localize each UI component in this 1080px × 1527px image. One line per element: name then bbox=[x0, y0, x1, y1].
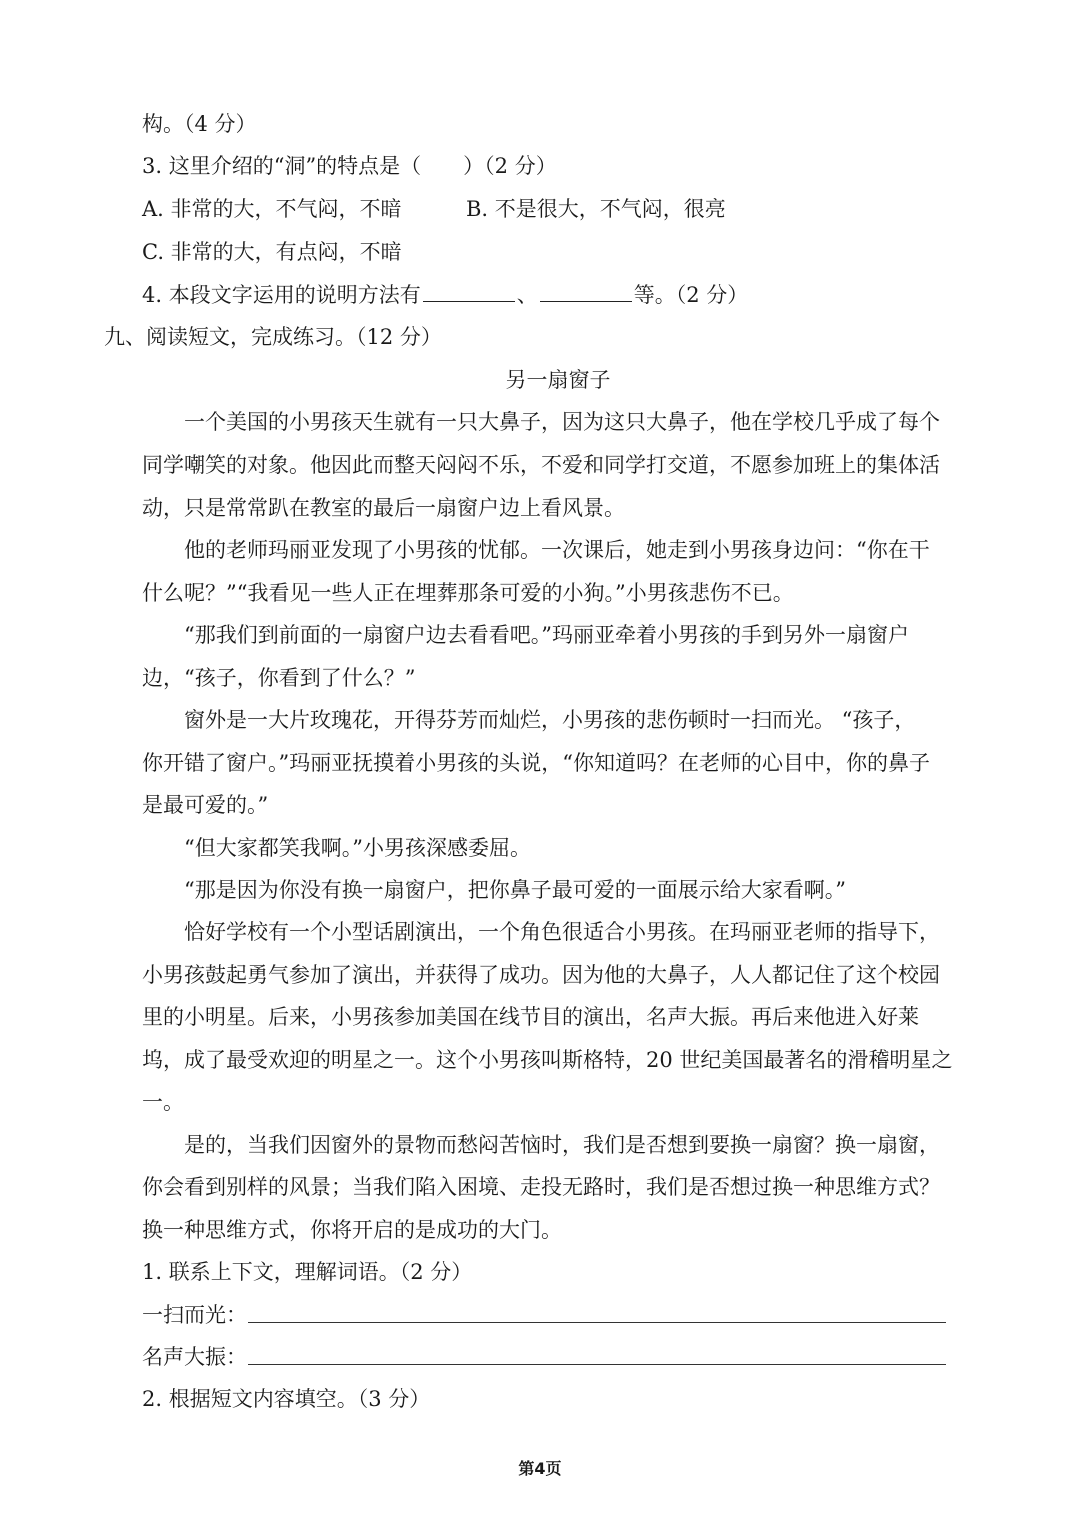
q1-word-2-label: 名声大振： bbox=[142, 1345, 247, 1369]
q3-option-b: B. 不是很大，不气闷，很亮 bbox=[466, 197, 726, 221]
passage-line: 你会看到别样的风景；当我们陷入困境、走投无路时，我们是否想过换一种思维方式？ bbox=[142, 1175, 940, 1199]
section-heading: 九、阅读短文，完成练习。（12 分） bbox=[104, 325, 442, 349]
passage-line: 里的小明星。后来，小男孩参加美国在线节目的演出，名声大振。再后来他进入好莱 bbox=[142, 1005, 919, 1029]
passage-line: “那是因为你没有换一扇窗户，把你鼻子最可爱的一面展示给大家看啊。” bbox=[184, 878, 846, 902]
q1-word-1-label: 一扫而光： bbox=[142, 1303, 247, 1327]
q4-separator: 、 bbox=[516, 283, 538, 307]
passage-line: 窗外是一大片玫瑰花，开得芬芳而灿烂，小男孩的悲伤顿时一扫而光。 “孩子， bbox=[184, 708, 916, 732]
q2-tail: 构。（4 分） bbox=[142, 112, 257, 136]
passage-line: 什么呢？”“我看见一些人正在埋葬那条可爱的小狗。”小男孩悲伤不已。 bbox=[142, 581, 794, 605]
passage-title: 另一扇窗子 bbox=[505, 368, 611, 392]
passage-line: 小男孩鼓起勇气参加了演出，并获得了成功。因为他的大鼻子，人人都记住了这个校园 bbox=[142, 963, 940, 987]
passage-line: 动，只是常常趴在教室的最后一扇窗户边上看风景。 bbox=[142, 496, 625, 520]
passage-line: “但大家都笑我啊。”小男孩深感委屈。 bbox=[184, 836, 531, 860]
q4-blank-2[interactable] bbox=[540, 281, 632, 302]
passage-line: 坞，成了最受欢迎的明星之一。这个小男孩叫斯格特，20 世纪美国最著名的滑稽明星之 bbox=[142, 1048, 953, 1072]
q1-answer-line-2[interactable] bbox=[248, 1364, 946, 1365]
q4-prefix: 4. 本段文字运用的说明方法有 bbox=[142, 283, 421, 307]
passage-line: “那我们到前面的一扇窗户边去看看吧。”玛丽亚牵着小男孩的手到另外一扇窗户 bbox=[184, 623, 909, 647]
q4-suffix: 等。（2 分） bbox=[633, 283, 749, 307]
passage-line: 换一种思维方式，你将开启的是成功的大门。 bbox=[142, 1218, 562, 1242]
passage-line: 他的老师玛丽亚发现了小男孩的忧郁。一次课后，她走到小男孩身边问：“你在干 bbox=[184, 538, 930, 562]
q4-question bbox=[142, 280, 748, 310]
passage-line: 你开错了窗户。”玛丽亚抚摸着小男孩的头说，“你知道吗？在老师的心目中，你的鼻子 bbox=[142, 751, 930, 775]
page-number: 第4页 bbox=[518, 1459, 562, 1478]
passage-line: 是最可爱的。” bbox=[142, 793, 269, 817]
passage-line: 同学嘲笑的对象。他因此而整天闷闷不乐，不爱和同学打交道，不愿参加班上的集体活 bbox=[142, 453, 940, 477]
question-1: 1. 联系上下文，理解词语。（2 分） bbox=[142, 1260, 473, 1284]
q3-question: 3. 这里介绍的“洞”的特点是（ ）（2 分） bbox=[142, 154, 557, 178]
question-2: 2. 根据短文内容填空。（3 分） bbox=[142, 1387, 431, 1411]
q1-answer-line-1[interactable] bbox=[248, 1322, 946, 1323]
passage-line: 一个美国的小男孩天生就有一只大鼻子，因为这只大鼻子，他在学校几乎成了每个 bbox=[184, 410, 940, 434]
passage-line: 边，“孩子，你看到了什么？” bbox=[142, 666, 416, 690]
q3-option-a: A. 非常的大，不气闷，不暗 bbox=[142, 197, 402, 221]
q3-option-c: C. 非常的大，有点闷，不暗 bbox=[142, 240, 402, 264]
q4-blank-1[interactable] bbox=[423, 281, 515, 302]
passage-line: 一。 bbox=[142, 1090, 184, 1114]
passage-line: 恰好学校有一个小型话剧演出，一个角色很适合小男孩。在玛丽亚老师的指导下， bbox=[184, 920, 940, 944]
passage-line: 是的，当我们因窗外的景物而愁闷苦恼时，我们是否想到要换一扇窗？换一扇窗， bbox=[184, 1133, 940, 1157]
